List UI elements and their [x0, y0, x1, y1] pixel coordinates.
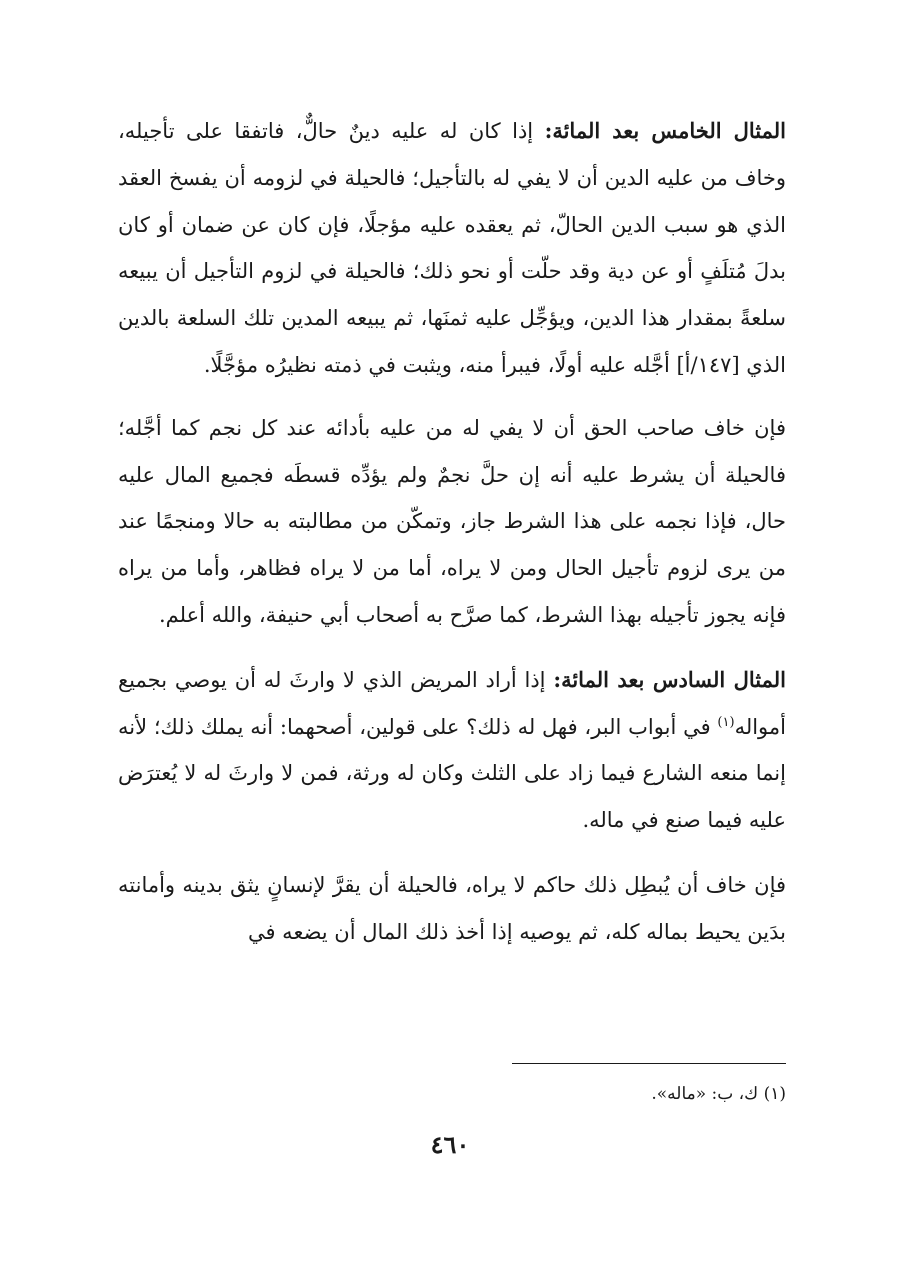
paragraph-text: في أبواب البر، فهل له ذلك؟ على قولين، أصحهما: أنه يملك ذلك؛ لأنه إنما منعه الشارع فيما زاد على الثلث وكان له ورثة، فمن لا وارثَ له لا يُعترَض عليه فيما صنع في ماله. [118, 714, 786, 833]
paragraph-text: فإن خاف صاحب الحق أن لا يفي له من عليه بأدائه عند كل نجم كما أجَّله؛ فالحيلة أن يشرط عليه أنه إن حلَّ نجمٌ ولم يؤدِّه قسطَه فجميع المال عليه حال، فإذا نجمه على هذا الشرط جاز، وتمكّن من مطالبته به حالا ومنجمًا عند من يرى لزوم تأجيل الحال ومن لا يراه، أما من لا يراه فظاهر، وأما من يراه فإنه يجوز تأجيله بهذا الشرط، كما صرَّح به أصحاب أبي حنيفة، والله أعلم. [118, 415, 786, 627]
paragraph-judge-fear [118, 862, 786, 956]
paragraph-example-105 [118, 108, 786, 389]
paragraph-text: إذا كان له عليه دينٌ حالٌّ، فاتفقا على تأجيله، وخاف من عليه الدين أن لا يفي له بالتأجيل؛ فالحيلة في لزومه أن يفسخ العقد الذي هو سبب الدين الحالّ، ثم يعقده عليه مؤجلًا، فإن كان عن ضمان أو كان بدلَ مُتلَفٍ أو عن دية وقد حلّت أو نحو ذلك؛ فالحيلة في لزوم التأجيل أن يبيعه سلعةً بمقدار هذا الدين، ويؤجِّل عليه ثمنَها، ثم يبيعه المدين تلك السلعة بالدين الذي [١٤٧/أ] أجَّله عليه أولًا، فيبرأ منه، ويثبت في ذمته نظيرُه مؤجَّلًا. [118, 119, 786, 377]
paragraph-text: إذا أراد المريض الذي لا وارثَ له أن يوصي بجميع أمواله [118, 667, 786, 739]
paragraph-text: فإن خاف أن يُبطِل ذلك حاكم لا يراه، فالحيلة أن يقرَّ لإنسانٍ يثق بدينه وأمانته بدَين يحيط بماله كله، ثم يوصيه إذا أخذ ذلك المال أن يضعه في [118, 872, 787, 944]
page-number: ٤٦٠ [430, 1130, 470, 1159]
page-body [118, 108, 786, 974]
example-heading: المثال الخامس بعد المائة: [544, 118, 786, 143]
example-heading: المثال السادس بعد المائة: [553, 666, 786, 692]
footnote: (١) ك، ب: «ماله». [651, 1084, 786, 1104]
paragraph-example-106 [118, 657, 786, 844]
footnote-divider [512, 1063, 786, 1064]
paragraph-creditor-fear [118, 405, 786, 639]
footnote-reference[interactable]: (١) [717, 714, 735, 730]
